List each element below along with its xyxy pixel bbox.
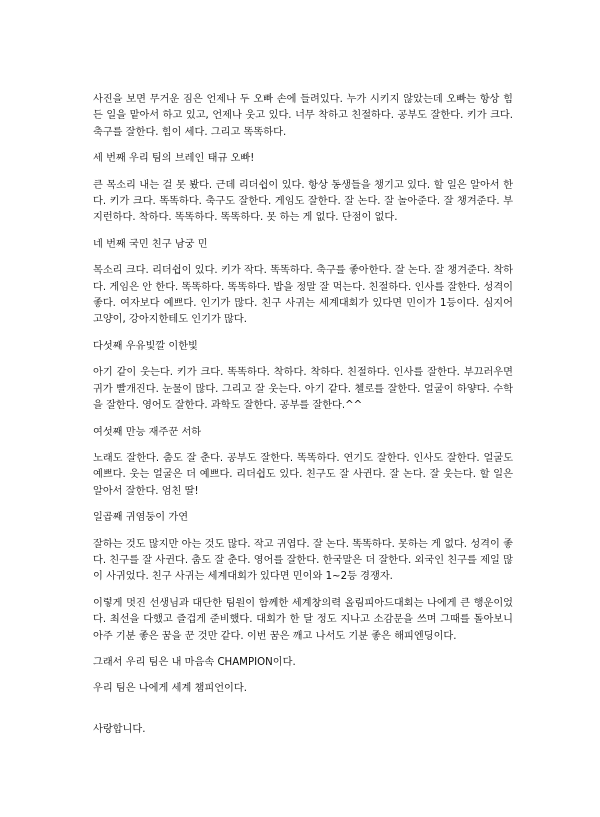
paragraph-member-seven: 잘하는 것도 많지만 아는 것도 많다. 작고 귀엽다. 잘 논다. 똑똑하다. 못하는 게 없다. 성격이 좋다. 친구를 잘 사귄다. 춤도 잘 춘다. 영어를 잘한다. 한국말은 더 잘한다. 외국인 친구를 제일 많이 사귀었다. 친구 사귀는 세계대회가 있다면 민이와 1~2등 경쟁자. (93, 538, 513, 583)
heading-member-seven: 일곱째 귀염둥이 가연 (93, 512, 189, 524)
paragraph-team-member-two: 사진을 보면 무거운 짐은 언제나 두 오빠 손에 들려있다. 누가 시키지 않았는데 오빠는 항상 힘든 일을 맡아서 하고 있고, 언제나 웃고 있다. 너무 착하고 친절하다. 공부도 잘한다. 키가 크다. 축구를 잘한다. 힘이 세다. 그리고 똑똑하다. (93, 94, 513, 138)
heading-member-three: 세 번째 우리 팀의 브레인 태규 오빠! (93, 153, 255, 165)
paragraph-champion: 그래서 우리 팀은 내 마음속 CHAMPION이다. (93, 656, 296, 668)
heading-member-five: 다섯째 우유빛깔 이한빛 (93, 340, 198, 352)
heading-member-six: 여섯째 만능 재주꾼 서하 (93, 426, 202, 438)
closing-line: 사랑합니다. (93, 723, 146, 735)
paragraph-member-six: 노래도 잘한다. 춤도 잘 춘다. 공부도 잘한다. 똑똑하다. 연기도 잘한다. 인사도 잘한다. 얼굴도 예쁘다. 웃는 얼굴은 더 예쁘다. 리더쉽도 있다. 친구도 잘 사귄다. 잘 논다. 잘 웃는다. 할 일은 알아서 잘한다. 엄친 딸! (93, 452, 513, 497)
paragraph-conclusion: 이렇게 멋진 선생님과 대단한 팀원이 함께한 세계창의력 올림피아드대회는 나에게 큰 행운이었다. 최선을 다했고 즐겁게 준비했다. 대회가 한 달 정도 지나고 소감문을 쓰며 그때를 돌아보니 아주 기분 좋은 꿈을 꾼 것만 같다. 이번 꿈은 깨고 나서도 기분 좋은 해피엔딩이다. (93, 597, 513, 642)
heading-member-four: 네 번째 국민 친구 남궁 민 (93, 238, 208, 250)
paragraph-member-five: 아기 같이 웃는다. 키가 크다. 똑똑하다. 착하다. 착하다. 친절하다. 인사를 잘한다. 부끄러우면 귀가 빨개진다. 눈물이 많다. 그리고 잘 웃는다. 아기 같다. 첼로를 잘한다. 얼굴이 하얗다. 수학을 잘한다. 영어도 잘한다. 과학도 잘한다. 공부를 잘한다.^^ (93, 367, 513, 412)
paragraph-member-four: 목소리 크다. 리더쉽이 있다. 키가 작다. 똑똑하다. 축구를 좋아한다. 잘 논다. 잘 챙겨준다. 착하다. 게임은 안 한다. 똑똑하다. 똑똑하다. 밥을 정말 잘 먹는다. 친절하다. 인사를 잘한다. 성격이 좋다. 여자보다 예쁘다. 인기가 많다. 친구 사귀는 세계대회가 있다면 민이가 1등이다. 심지어 고양이, 강아지한테도 인기가 많다. (93, 265, 513, 326)
paragraph-world-champion: 우리 팀은 나에게 세계 챔피언이다. (93, 683, 247, 695)
paragraph-member-three: 큰 목소리 내는 걸 못 봤다. 근데 리더쉽이 있다. 항상 동생들을 챙기고 있다. 할 일은 알아서 한다. 키가 크다. 똑똑하다. 축구도 잘한다. 게임도 잘한다. 잘 논다. 잘 놀아준다. 잘 챙겨준다. 부지런하다. 착하다. 똑똑하다. 똑똑하다. 못 하는 게 없다. 단점이 없다. (93, 179, 513, 224)
